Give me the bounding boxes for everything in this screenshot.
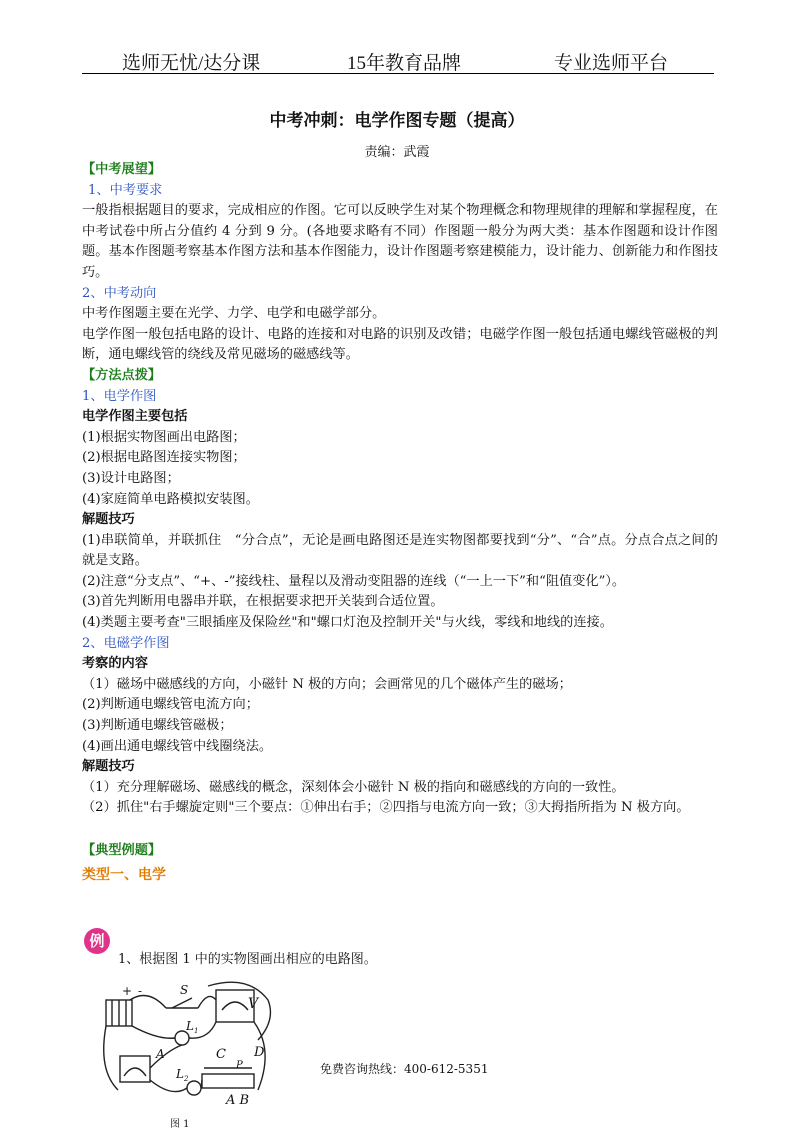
electric-item: (1)根据实物图画出电路图；: [82, 429, 246, 445]
document-title: 中考冲刺：电学作图专题（提高）: [269, 111, 525, 131]
subheading-requirements: 1、中考要求: [88, 182, 163, 198]
em-item: (3)判断通电螺线管磁极；: [82, 718, 233, 734]
em-item: (4)画出通电螺线管中线圈绕法。: [82, 738, 273, 754]
subheading-electromagnetic: 2、电磁学作图: [82, 635, 170, 651]
figure-caption: 图 1: [170, 1119, 190, 1130]
figure-l2-label: L: [176, 1067, 184, 1081]
em-main-label: 考察的内容: [82, 656, 148, 672]
figure-d-label: D: [254, 1045, 265, 1060]
figure-ammeter-label: A: [156, 1047, 165, 1061]
section-heading-examples: 【典型例题】: [82, 843, 162, 858]
example-badge-icon: 例: [84, 928, 110, 954]
figure-voltmeter-label: V: [248, 996, 259, 1012]
em-tips-label: 解题技巧: [82, 759, 135, 775]
page-header: [82, 44, 714, 74]
figure-l2-sub: 2: [184, 1075, 189, 1083]
example-question: 1、根据图 1 中的实物图画出相应的电路图。: [118, 952, 377, 967]
electric-item: (4)家庭简单电路模拟安装图。: [82, 491, 259, 507]
em-tips-item: （2）抓住"右手螺旋定则"三个要点：①伸出右手；②四指与电流方向一致；③大拇指所指为 N 极方向。: [82, 800, 690, 816]
figure-l1-sub: 1: [194, 1027, 199, 1035]
subheading-electric-drawing: 1、电学作图: [82, 388, 157, 404]
trends-line-1: 中考作图题主要在光学、力学、电学和电磁学部分。: [82, 306, 386, 322]
subheading-trends: 2、中考动向: [82, 285, 157, 301]
electric-main-label: 电学作图主要包括: [82, 409, 188, 425]
figure-p-label: P: [236, 1060, 243, 1071]
section-heading-method: 【方法点拨】: [82, 367, 162, 383]
hotline-text: 免费咨询热线：400-612-5351: [320, 1062, 489, 1076]
section-heading-outlook: 【中考展望】: [82, 162, 162, 177]
tips-item: (1)串联简单，并联抓住 “分合点”，无论是画电路图还是连实物图都要找到“分”、“合”点。分点合点之间的就是支路。: [82, 532, 718, 569]
tips-item: (4)类题主要考查"三眼插座及保险丝"和"螺口灯泡及控制开关"与火线，零线和地线的连接。: [82, 615, 613, 631]
figure-minus-label: -: [138, 984, 143, 998]
header-brand-right: 专业选师平台: [554, 53, 669, 74]
electric-item: (3)设计电路图；: [82, 470, 180, 486]
editor-line: 责编：武霞: [364, 145, 430, 160]
tips-item: (2)注意“分支点”、“+、-”接线柱、量程以及滑动变阻器的连线（“一上一下”和“阻值变化”）。: [82, 573, 626, 589]
type-heading-electric: 类型一、电学: [82, 866, 166, 883]
tips-label: 解题技巧: [82, 512, 135, 528]
figure-ab-label: A B: [226, 1093, 250, 1108]
trends-line-2: 电学作图一般包括电路的设计、电路的连接和对电路的识别及改错；电磁学作图一般包括通电螺线管磁极的判断，通电螺线管的绕线及常见磁场的磁感线等。: [82, 326, 718, 363]
document-body: [82, 160, 718, 885]
em-tips-item: （1）充分理解磁场、磁感线的概念，深刻体会小磁针 N 极的指向和磁感线的方向的一致性。: [82, 779, 625, 795]
requirements-paragraph: 一般指根据题目的要求，完成相应的作图。它可以反映学生对某个物理概念和物理规律的理解和掌握程度，在中考试卷中所占分值约 4 分到 9 分。(各地要求略有不同）作图题一般分为两大类：基本作图题和设计作图题。基本作图题考察基本作图方法和基本作图能力，设计作图题考察建模能力，设计能力、创新能力和作图技巧。: [82, 203, 718, 280]
figure-l1-label: L: [186, 1019, 194, 1033]
figure-switch-label: S: [180, 983, 189, 997]
header-brand-left: 选师无忧/达分课: [122, 53, 261, 74]
figure-plus-label: +: [122, 984, 133, 998]
electric-item: (2)根据电路图连接实物图；: [82, 450, 246, 466]
figure-c-label: C: [216, 1047, 226, 1062]
tips-item: (3)首先判断用电器串并联，在根据要求把开关装到合适位置。: [82, 594, 444, 610]
em-item: （1）磁场中磁感线的方向，小磁针 N 极的方向；会画常见的几个磁体产生的磁场；: [82, 676, 572, 692]
header-brand-center: 15年教育品牌: [347, 53, 462, 74]
em-item: (2)判断通电螺线管电流方向；: [82, 697, 259, 713]
circuit-figure: [98, 980, 276, 1110]
